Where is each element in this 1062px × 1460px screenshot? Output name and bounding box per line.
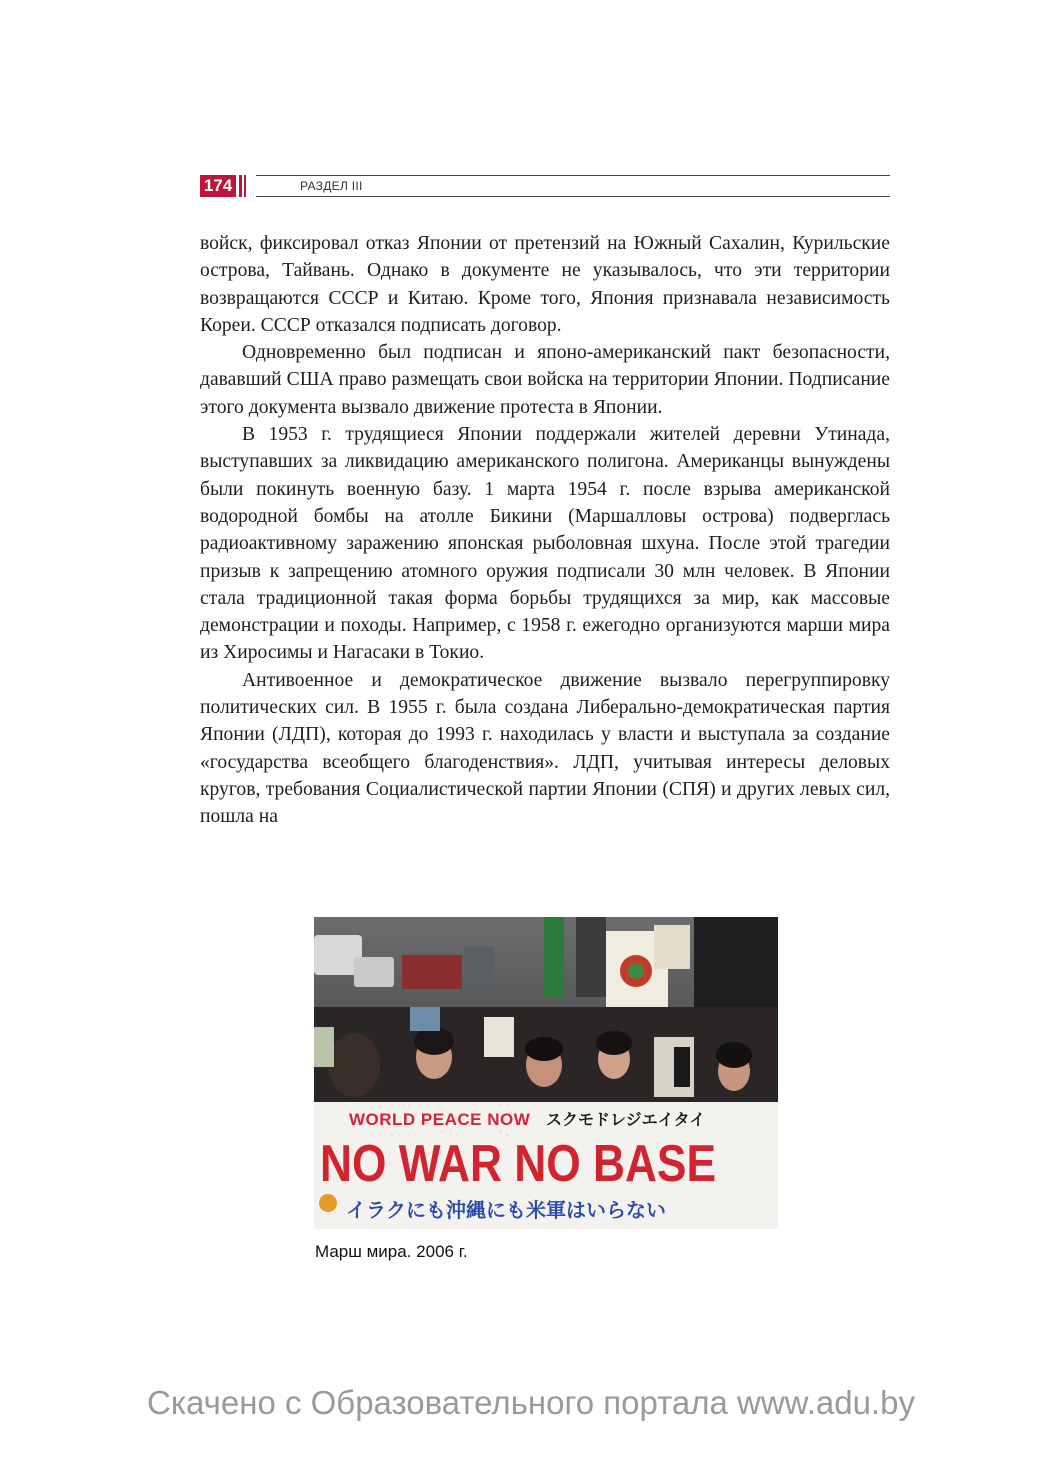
paragraph: Антивоенное и демократическое движение вызвало перегруппировку политических сил. В 1955 г. была создана Либерально-демократическая партия Японии (ЛДП), которая до 1993 г. находилась у власти и выступала за создание «государства всеобщего благоденствия». ЛДП, учитывая интересы деловых кругов, требования Социалистической партии Японии (СПЯ) и других левых сил, пошла на xyxy=(200,669,890,828)
page-header xyxy=(200,172,890,200)
header-accent-bar xyxy=(244,175,246,197)
banner-top-jp-text: スクモドレジエイタイ xyxy=(546,1110,706,1129)
banner-top-text: WORLD PEACE NOW xyxy=(349,1110,531,1129)
paragraph: В 1953 г. трудящиеся Японии поддержали жителей деревни Утинада, выступавших за ликвидацию американского полигона. Американцы вынуждены были покинуть военную базу. 1 марта 1954 г. после взрыва американской водородной бомбы на атолле Бикини (Маршалловы острова) подверглась радиоактивному заражению японская рыболовная шхуна. После этой трагедии призыв к запрещению атомного оружия подписали 30 млн человек. В Японии стала традиционной такая форма борьбы трудящихся за мир, как массовые демонстрации и походы. Например, с 1958 г. ежегодно организуются марши мира из Хиросимы и Нагасаки в Токио. xyxy=(200,424,890,664)
paragraph: Одновременно был подписан и японо-американский пакт безопасности, дававший США право размещать свои войска на территории Японии. Подписание этого документа вызвало движение протеста в Японии. xyxy=(200,342,890,418)
watermark: Скачено с Образовательного портала www.adu.by xyxy=(147,1384,915,1421)
body-text xyxy=(200,230,890,831)
peace-march-photo xyxy=(314,917,778,1229)
banner-bottom-jp-text: イラクにも沖縄にも米軍はいらない xyxy=(346,1198,666,1222)
page-number: 174 xyxy=(200,175,236,197)
header-rule-top xyxy=(256,175,890,176)
header-rule-bottom xyxy=(256,196,890,197)
banner-main-text: NO WAR NO BASE xyxy=(320,1135,716,1193)
figure-caption: Марш мира. 2006 г. xyxy=(315,1242,468,1261)
paragraph: войск, фиксировал отказ Японии от претензий на Южный Сахалин, Курильские острова, Тайвань. Однако в документе не указывалось, что эти территории возвращаются СССР и Китаю. Кроме того, Япония признавала независимость Кореи. СССР отказался подписать договор. xyxy=(200,233,890,336)
header-accent-bar xyxy=(239,175,242,197)
section-title: РАЗДЕЛ III xyxy=(300,179,363,193)
